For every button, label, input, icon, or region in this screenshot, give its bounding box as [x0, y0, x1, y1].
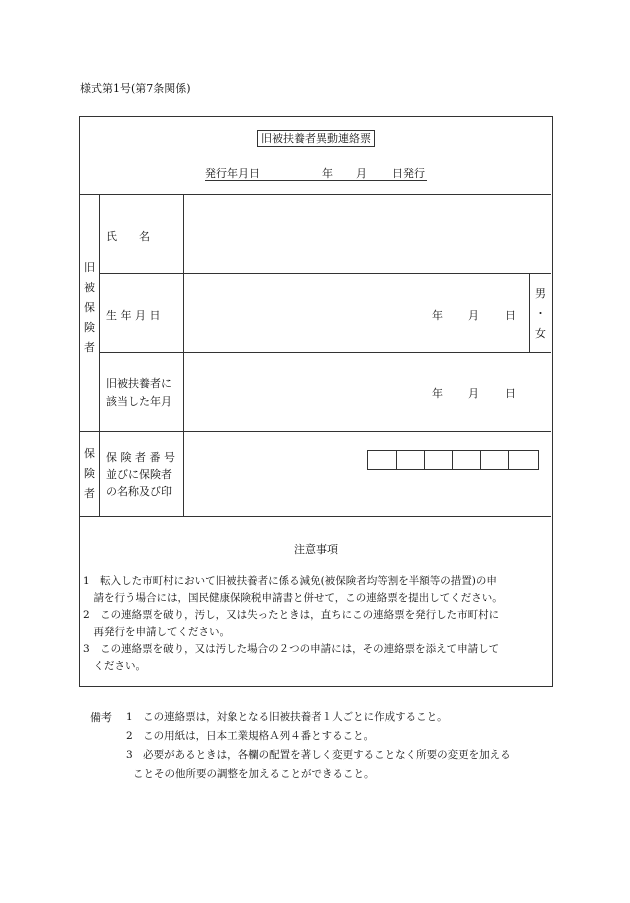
- insurer-digit-box[interactable]: [452, 451, 481, 469]
- form-reference: 様式第1号(第7条関係): [80, 82, 191, 95]
- insurer-group-label: 保 険 者: [84, 447, 95, 500]
- remark-line: 3 必要があるときは，各欄の配置を著しく変更することなく所要の変更を加える: [126, 749, 511, 761]
- remarks-list: [126, 708, 551, 784]
- dob-day: 日: [505, 309, 516, 322]
- insurer-digit-box[interactable]: [508, 451, 537, 469]
- insurer-digit-box[interactable]: [424, 451, 453, 469]
- insured-group-label: 旧 被 保 険 者: [84, 261, 95, 354]
- insurer-digit-box[interactable]: [480, 451, 509, 469]
- insurer-label: 保 険 者 番 号 並びに保険者 の名称及び印: [106, 451, 175, 498]
- insurer-digit-box[interactable]: [396, 451, 425, 469]
- note-line: 3 この連絡票を破り，又は汚した場合の２つの申請には，その連絡票を添えて申請して: [83, 643, 500, 655]
- note-line: 1 転入した市町村において旧被扶養者に係る減免(被保険者均等割を半額等の措置)の申: [83, 575, 497, 587]
- became-month: 月: [468, 387, 479, 400]
- became-dependent-field[interactable]: [184, 353, 550, 430]
- name-field[interactable]: [184, 195, 550, 272]
- dob-year: 年: [432, 309, 443, 322]
- divider-insurer: [80, 516, 551, 517]
- remark-line: 1 この連絡票は，対象となる旧被扶養者１人ごとに作成すること。: [126, 711, 448, 723]
- insurer-number-boxes[interactable]: [367, 450, 539, 470]
- dob-label: 生 年 月 日: [106, 309, 161, 322]
- note-line: 再発行を申請してください。: [83, 626, 230, 638]
- gender-selector[interactable]: 男 ・ 女: [535, 287, 546, 340]
- became-year: 年: [432, 387, 443, 400]
- issue-year: 年: [322, 167, 333, 180]
- issue-month: 月: [356, 167, 367, 180]
- issue-date-label: 発行年月日: [205, 167, 260, 180]
- divider-insured: [80, 431, 551, 432]
- became-dependent-label: 旧被扶養者に 該当した年月: [106, 377, 172, 408]
- dob-month: 月: [468, 309, 479, 322]
- note-line: 2 この連絡票を破り，汚し，又は失ったときは，直ちにこの連絡票を発行した市町村に: [83, 609, 500, 621]
- became-day: 日: [505, 387, 516, 400]
- form-title: 旧被扶養者異動連絡票: [257, 130, 375, 147]
- issue-suffix: 日発行: [392, 167, 425, 180]
- remarks-label: 備考: [90, 711, 112, 724]
- notes-title: 注意事項: [294, 543, 338, 556]
- insurer-digit-box[interactable]: [368, 451, 397, 469]
- divider-group-col: [99, 194, 100, 516]
- note-line: 請を行う場合には，国民健康保険税申請書と併せて，この連絡票を提出してください。: [83, 592, 503, 604]
- note-line: ください。: [83, 660, 146, 672]
- notes-list: [83, 573, 551, 675]
- remark-line: ことその他所要の調整を加えることができること。: [133, 768, 375, 780]
- name-label: 氏 名: [106, 230, 150, 243]
- remark-line: 2 この用紙は，日本工業規格Ａ列４番とすること。: [126, 730, 375, 742]
